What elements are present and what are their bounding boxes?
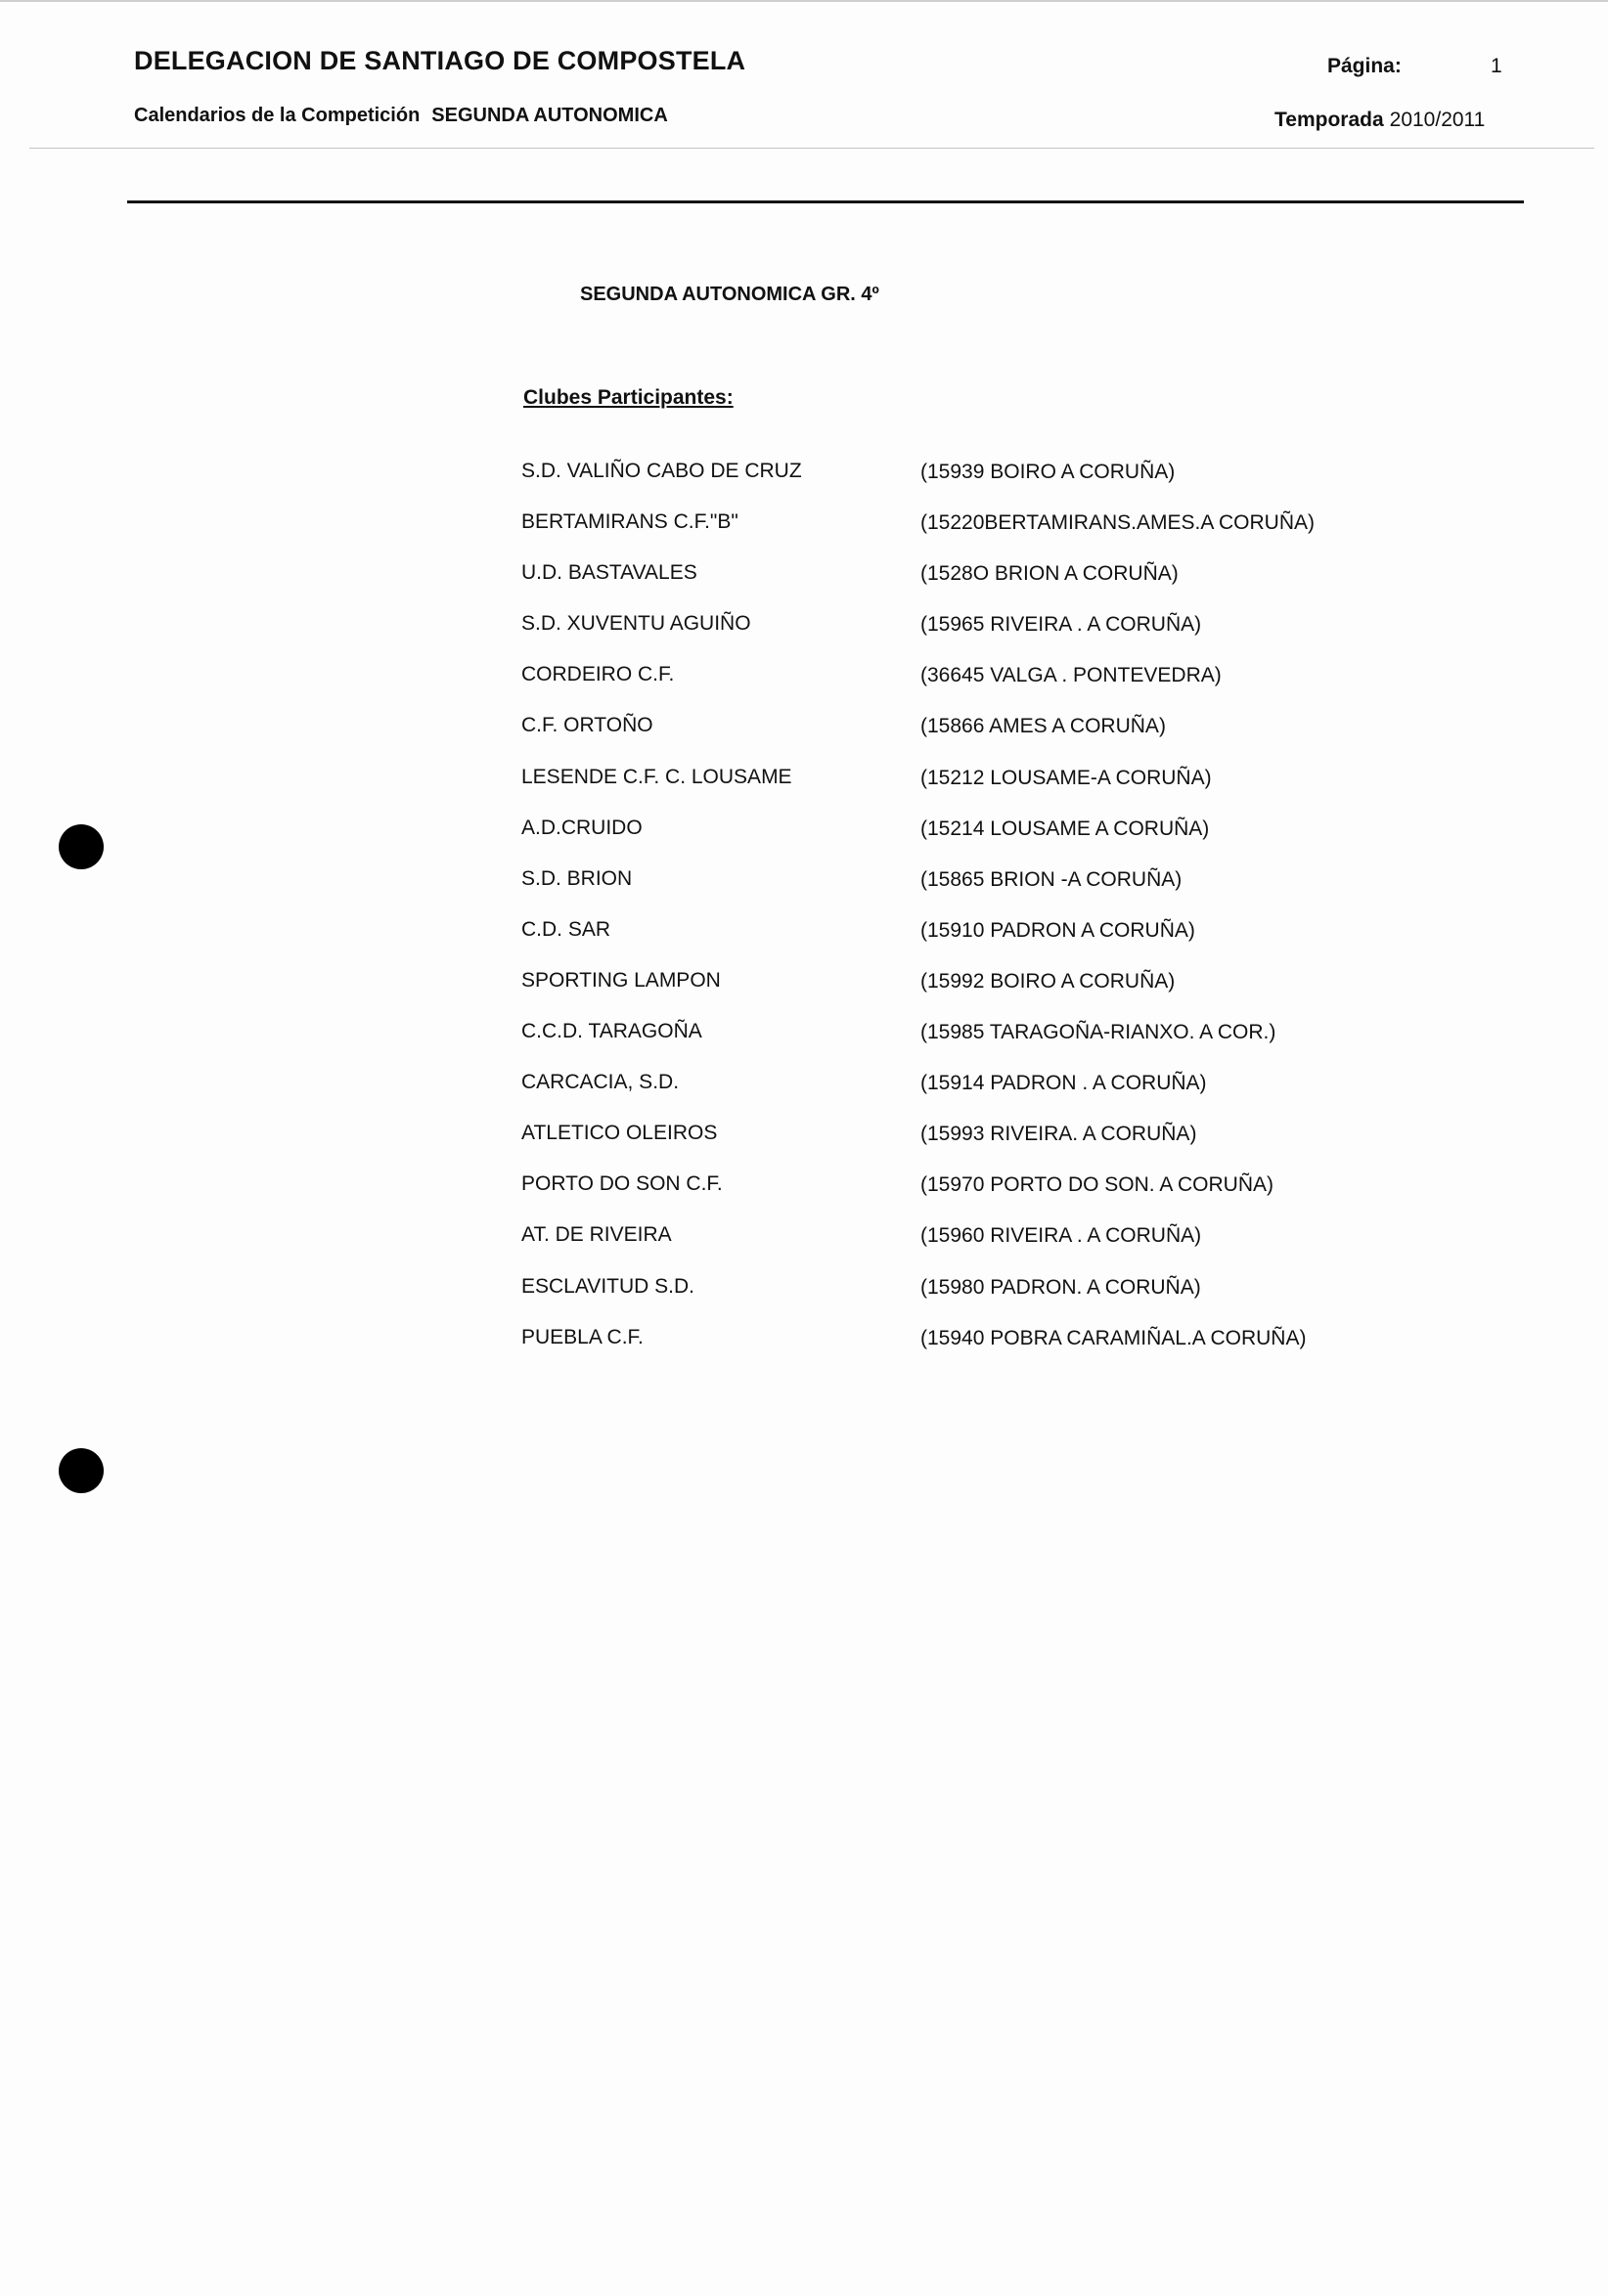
group-title: SEGUNDA AUTONOMICA GR. 4º [580,284,879,305]
club-location: (15214 LOUSAME A CORUÑA) [920,817,1210,840]
club-location: (15965 RIVEIRA . A CORUÑA) [920,613,1202,637]
club-name: C.D. SAR [521,917,611,941]
club-row [518,1020,1399,1071]
competition-name: SEGUNDA AUTONOMICA [431,105,668,126]
punch-hole [59,824,104,869]
club-location: (15866 AMES A CORUÑA) [920,715,1166,738]
club-row [518,1172,1399,1223]
header-divider-thick [127,200,1524,203]
club-name: PUEBLA C.F. [521,1325,644,1348]
club-name: CARCACIA, S.D. [521,1071,680,1094]
club-row [518,1326,1399,1377]
season-label: Temporada [1274,109,1384,131]
club-name: C.C.D. TARAGOÑA [521,1020,702,1043]
document-subtitle [134,105,668,127]
club-location: (15940 POBRA CARAMIÑAL.A CORUÑA) [920,1326,1307,1349]
punch-hole [59,1448,104,1493]
organization-title: DELEGACION DE SANTIAGO DE COMPOSTELA [134,46,746,75]
club-name: S.D. XUVENTU AGUIÑO [521,612,751,636]
club-location: (15865 BRION -A CORUÑA) [920,867,1183,891]
clubs-heading: Clubes Participantes: [523,386,734,409]
club-location: (15939 BOIRO A CORUÑA) [920,461,1176,483]
club-name: U.D. BASTAVALES [521,561,697,585]
club-location: (15993 RIVEIRA. A CORUÑA) [920,1123,1197,1146]
club-row [518,510,1399,561]
club-row [518,1071,1399,1122]
club-row [518,460,1399,510]
club-location: (15970 PORTO DO SON. A CORUÑA) [920,1173,1273,1197]
club-row [518,969,1399,1020]
club-row [518,918,1399,969]
subtitle-prefix: Calendarios de la Competición [134,105,421,126]
club-row [518,1122,1399,1172]
page-label: Página: [1327,55,1402,77]
header-divider-thin [29,148,1594,149]
club-row [518,766,1399,817]
season-value: 2010/2011 [1389,109,1486,131]
club-location: (15992 BOIRO A CORUÑA) [920,969,1176,993]
club-location: (15980 PADRON. A CORUÑA) [920,1275,1201,1299]
club-row [518,612,1399,663]
club-name: CORDEIRO C.F. [521,663,675,686]
club-name: ESCLAVITUD S.D. [521,1274,694,1298]
club-location: (1528O BRION A CORUÑA) [920,562,1179,586]
club-name: SPORTING LAMPON [521,968,721,992]
club-name: C.F. ORTOÑO [521,714,653,737]
club-location: (15960 RIVEIRA . A CORUÑA) [920,1224,1202,1248]
club-name: S.D. BRION [521,866,633,890]
club-list [518,460,1399,1377]
club-row [518,663,1399,714]
club-row [518,561,1399,612]
club-name: S.D. VALIÑO CABO DE CRUZ [521,460,802,482]
scan-edge [0,0,1608,2]
club-location: (36645 VALGA . PONTEVEDRA) [920,664,1222,687]
club-name: LESENDE C.F. C. LOUSAME [521,765,792,788]
club-name: PORTO DO SON C.F. [521,1172,723,1196]
club-location: (15220BERTAMIRANS.AMES.A CORUÑA) [920,511,1315,535]
club-name: BERTAMIRANS C.F."B" [521,510,738,534]
club-row [518,714,1399,765]
club-name: ATLETICO OLEIROS [521,1122,718,1145]
club-row [518,817,1399,867]
club-name: AT. DE RIVEIRA [521,1223,672,1247]
club-row [518,1223,1399,1274]
club-location: (15985 TARAGOÑA-RIANXO. A COR.) [920,1021,1276,1044]
season [1274,109,1485,132]
club-location: (15914 PADRON . A CORUÑA) [920,1072,1207,1095]
club-row [518,1275,1399,1326]
club-location: (15212 LOUSAME-A CORUÑA) [920,766,1212,789]
page-number: 1 [1491,55,1502,77]
club-row [518,867,1399,918]
club-name: A.D.CRUIDO [521,816,643,839]
club-location: (15910 PADRON A CORUÑA) [920,918,1195,942]
